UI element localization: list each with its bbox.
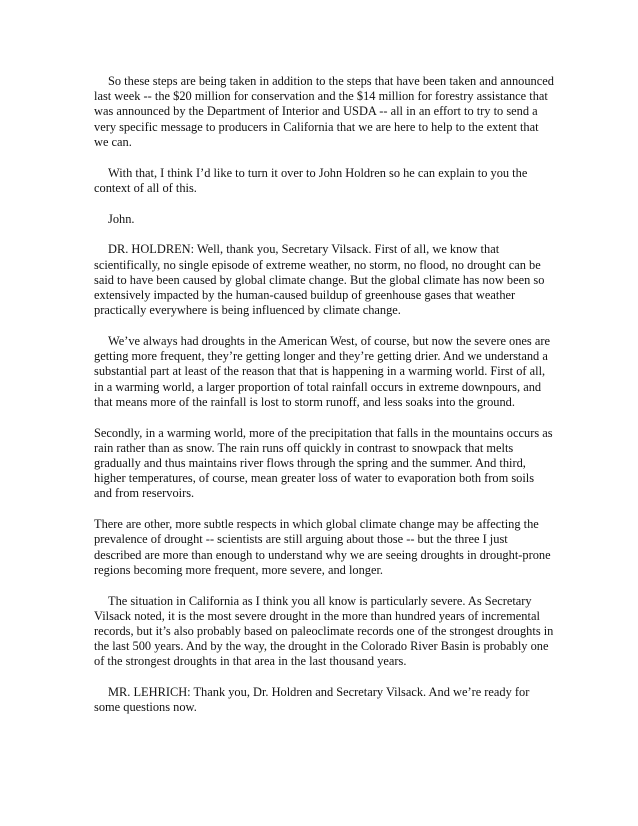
paragraph-5: We’ve always had droughts in the American West, of course, but now the severe ones are getting more frequent, they’re getting longer and they’re getting drier. And we understand a substantial part at least of the reason that that is happening in a warming world. First of all, in a warming world, a larger proportion of total rainfall occurs in extreme downpours, and that means more of the rainfall is lost to storm runoff, and less soaks into the ground. [94, 334, 550, 409]
transcript-body [94, 74, 554, 731]
paragraph-7: There are other, more subtle respects in which global climate change may be affecting the prevalence of drought -- scientists are still arguing about those -- but the three I just described are more than enough to understand why we are seeing droughts in drought-prone regions becoming more frequent, more severe, and longer. [94, 517, 551, 577]
paragraph-6: Secondly, in a warming world, more of the precipitation that falls in the mountains occurs as rain rather than as snow. The rain runs off quickly in contrast to snowpack that melts gradually and thus maintains river flows through the spring and the summer. And third, higher temperatures, of course, mean greater loss of water to evaporation both from soils and from reservoirs. [94, 425, 553, 501]
paragraph-8: The situation in California as I think you all know is particularly severe. As Secretary Vilsack noted, it is the most severe drought in the more than hundred years of incremental records, but it’s also probably based on paleoclimate records one of the strongest droughts in the last 500 years. And by the way, the drought in the Colorado River Basin is probably one of the strongest droughts in that area in the last thousand years. [94, 593, 554, 669]
paragraph-2: With that, I think I’d like to turn it over to John Holdren so he can explain to you the context of all of this. [94, 165, 528, 195]
paragraph-1: So these steps are being taken in addition to the steps that have been taken and announced last week -- the $20 million for conservation and the $14 million for forestry assistance that was announced by the Department of Interior and USDA -- all in an effort to try to send a very specific message to producers in California that we are here to help to the extent that we can. [94, 74, 554, 149]
paragraph-4: DR. HOLDREN: Well, thank you, Secretary Vilsack. First of all, we know that scientifically, no single episode of extreme weather, no storm, no flood, no drought can be said to have been caused by global climate change. But the global climate has now been so extensively impacted by the human-caused buildup of greenhouse gases that weather practically everywhere is being influenced by climate change. [94, 242, 545, 318]
paragraph-9: MR. LEHRICH: Thank you, Dr. Holdren and Secretary Vilsack. And we’re ready for some questions now. [94, 685, 530, 715]
paragraph-3: John. [108, 211, 135, 226]
